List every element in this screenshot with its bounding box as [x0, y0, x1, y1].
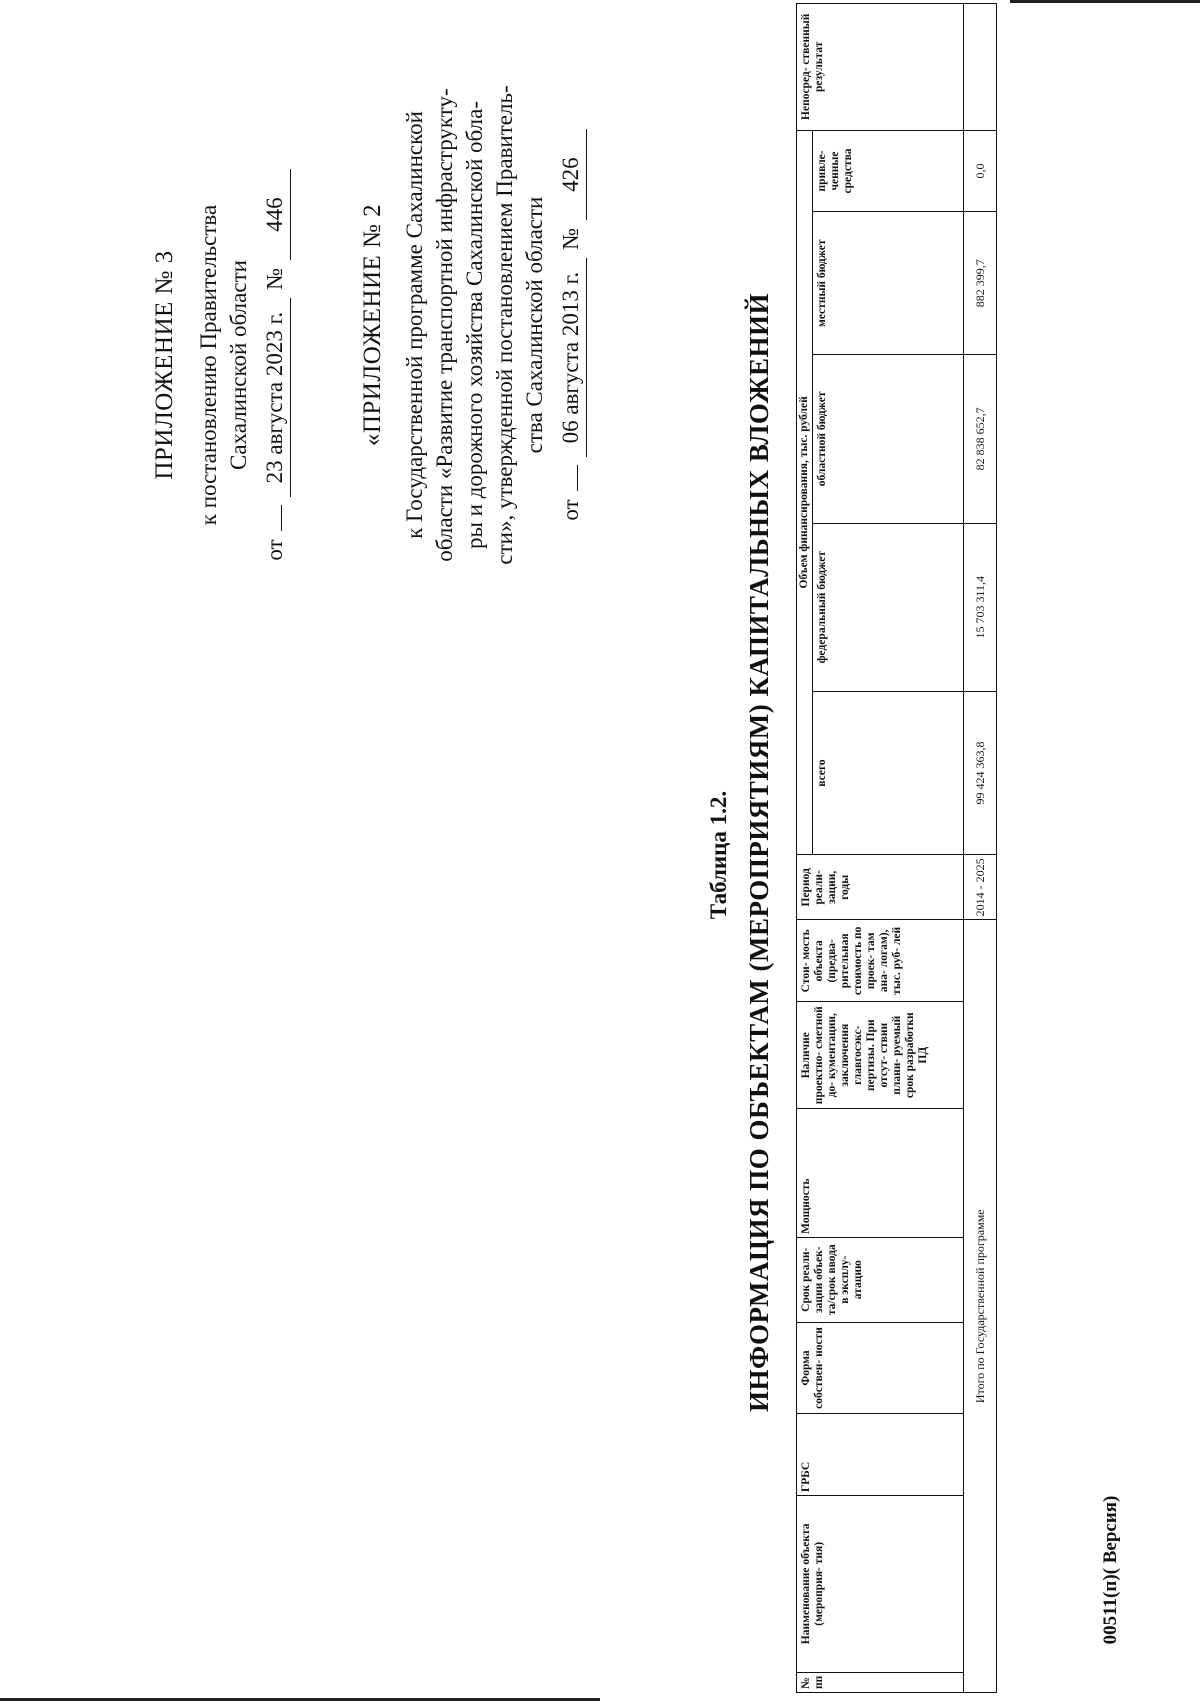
col-federal: федеральный бюджет	[813, 523, 964, 691]
appendix-2-from-label: от	[558, 499, 583, 521]
appendix-2-date-line	[556, 25, 587, 625]
appendix-3-num-label: №	[262, 267, 287, 290]
col-num: № пп	[797, 1672, 964, 1692]
appendix-2-line-4: сти», утвержденной постановлением Правитель-	[492, 85, 517, 565]
appendix-2-line-1: к Государственной программе Сахалинской	[402, 111, 427, 539]
summary-total: 99 424 363,8	[964, 691, 997, 854]
appendix-3-date-line	[260, 105, 291, 625]
summary-label: Итого по Государственной программе	[964, 920, 997, 1693]
appendix-2-num-label: №	[558, 227, 583, 250]
summary-result	[964, 4, 997, 131]
appendix-2-block	[358, 25, 587, 625]
summary-regional: 82 838 652,7	[964, 355, 997, 523]
appendix-2-line-5: ства Сахалинской области	[522, 196, 547, 454]
appendix-2-line-3: ры и дорожного хозяйства Сахалинской обла-	[462, 100, 487, 550]
col-local: местный бюджет	[813, 212, 964, 355]
appendix-3-number: 446	[260, 169, 291, 260]
date-underline-lead	[557, 465, 578, 491]
appendix-3-title: ПРИЛОЖЕНИЕ № 3	[151, 250, 178, 480]
summary-federal: 15 703 311,4	[964, 523, 997, 691]
capital-investments-table	[796, 3, 997, 1693]
date-underline-lead	[261, 505, 282, 531]
appendix-2-line-2: области «Развитие транспортной инфраструкту-	[432, 88, 457, 562]
col-term: Срок реали- зации объек- та/срок ввода в эксплу- атацию	[797, 1237, 964, 1322]
col-period: Период реали- зации, годы	[797, 855, 964, 920]
col-design-docs: Наличие проектно- сметной до- кументации, заключения главгосэкс- пертизы. При отсут- ствии плани- руемый срок разработки ПД	[797, 1002, 964, 1109]
col-capacity: Мощность	[797, 1109, 964, 1238]
table-title: ИНФОРМАЦИЯ ПО ОБЪЕКТАМ (МЕРОПРИЯТИЯМ) КАПИТАЛЬНЫХ ВЛОЖЕНИЙ	[744, 293, 774, 1412]
summary-row	[964, 4, 997, 1693]
col-regional: областной бюджет	[813, 355, 964, 523]
col-name: Наименование объекта (мероприя- тия)	[797, 1496, 964, 1673]
appendix-3-line1: к постановлению Правительства	[196, 204, 221, 526]
appendix-3-block	[150, 105, 291, 625]
col-funding-group: Объем финансирования, тыс. рублей	[797, 130, 813, 855]
appendix-3-from-label: от	[262, 539, 287, 561]
col-attracted: привле- ченные средства	[813, 130, 964, 212]
col-ownership: Форма собствен- ности	[797, 1322, 964, 1414]
appendix-3-date: 23 августа 2023 г.	[260, 298, 291, 498]
col-cost: Стои- мость объекта (предва- рительная стоимость по проек- там ана- логам), тыс. руб- лей	[797, 920, 964, 1002]
summary-attracted: 0,0	[964, 130, 997, 212]
appendix-3-line2: Сахалинской области	[226, 260, 251, 470]
document-footnote: 00511(п)( Версия)	[1100, 1495, 1121, 1645]
table-header-row	[797, 4, 813, 1693]
appendix-2-title: «ПРИЛОЖЕНИЕ № 2	[359, 203, 386, 447]
col-total: всего	[813, 691, 964, 854]
col-grbs: ГРБС	[797, 1414, 964, 1496]
summary-period: 2014 - 2025	[964, 855, 997, 920]
summary-local: 882 399,7	[964, 212, 997, 355]
appendix-2-number: 426	[556, 129, 587, 220]
table-caption: Таблица 1.2.	[706, 790, 731, 920]
appendix-2-date: 06 августа 2013 г.	[556, 258, 587, 458]
col-result: Непосред- ственный результат	[797, 4, 964, 131]
